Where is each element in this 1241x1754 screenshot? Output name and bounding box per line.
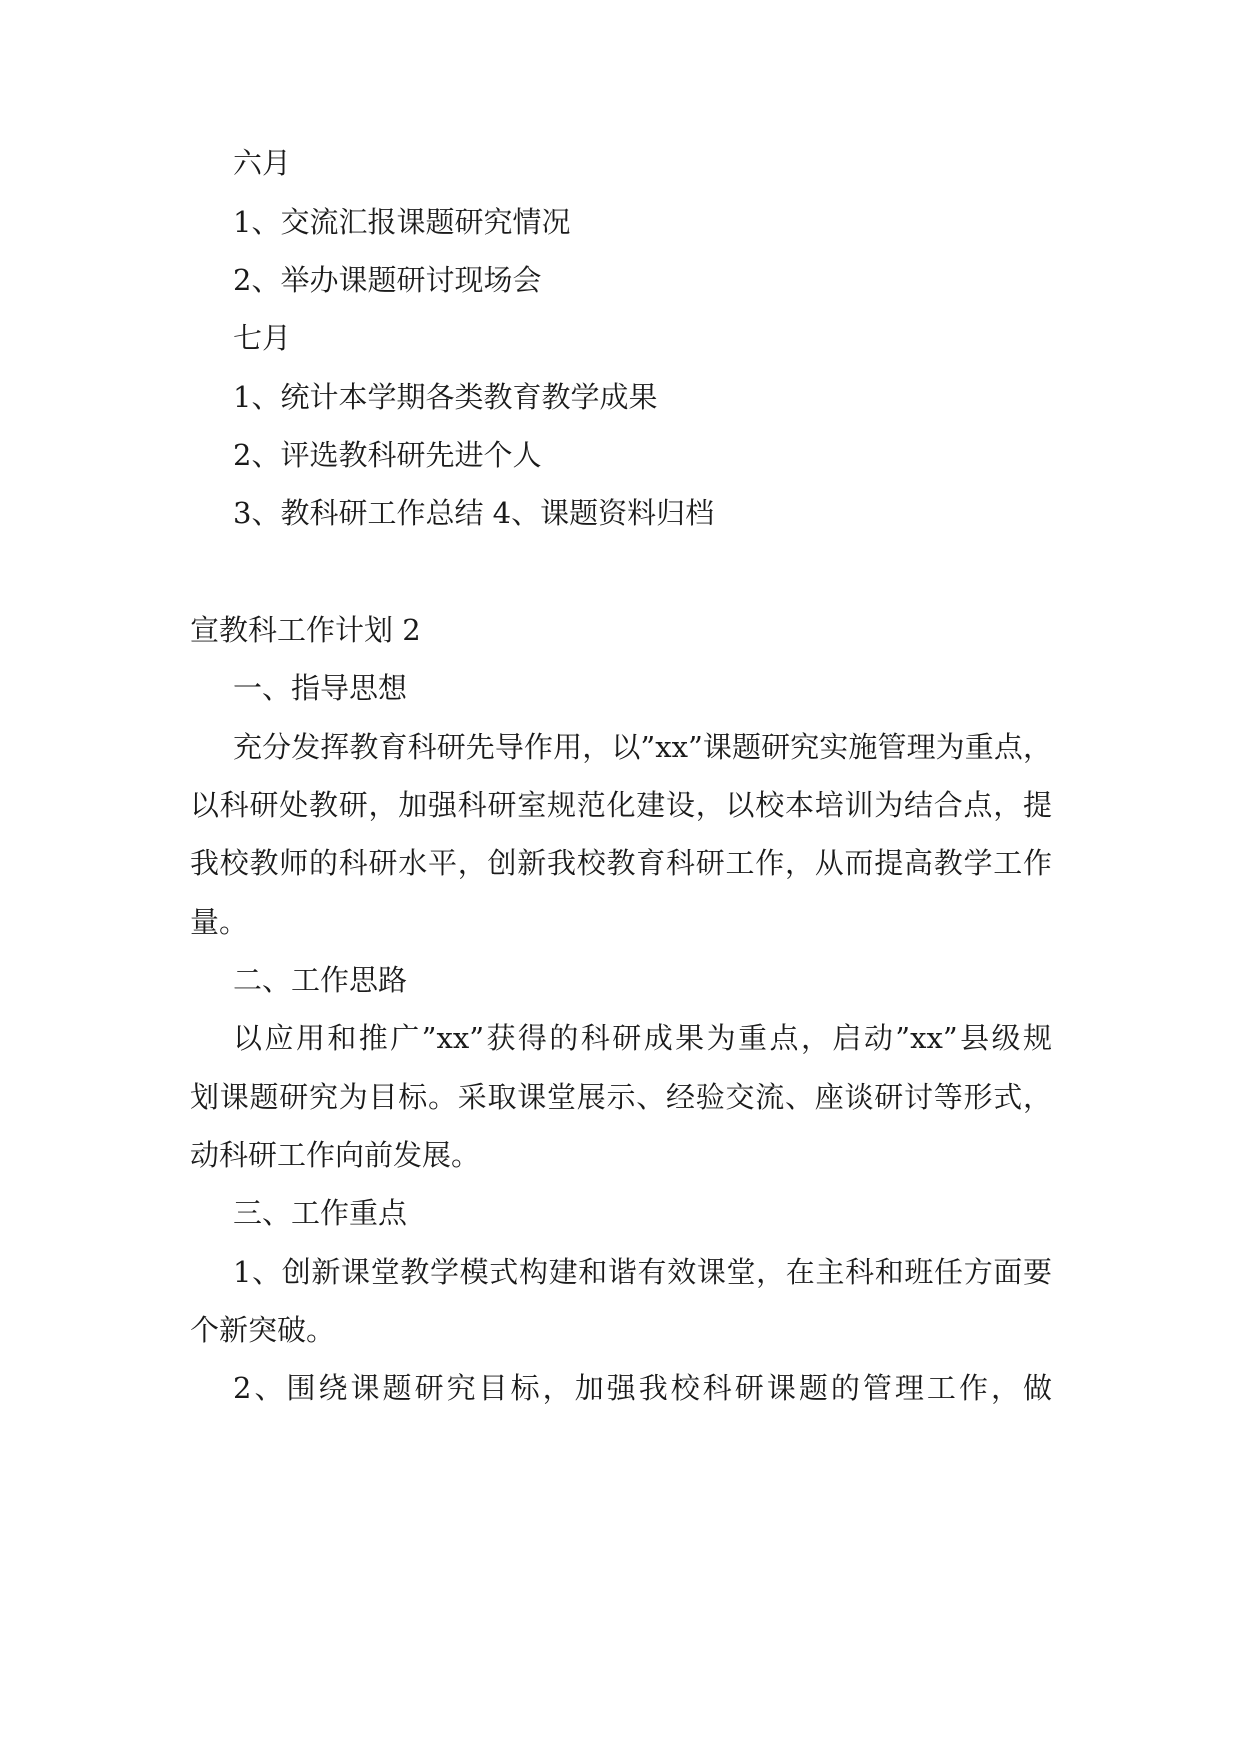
june-item-1: 1、交流汇报课题研究情况 <box>233 205 571 239</box>
july-item-2: 2、评选教科研先进个人 <box>233 438 542 472</box>
part1-heading: 一、指导思想 <box>233 671 408 705</box>
part3-heading: 三、工作重点 <box>233 1196 408 1230</box>
part2-line-3: 动科研工作向前发展。 <box>190 1138 481 1172</box>
part1-line-4: 量。 <box>190 905 249 939</box>
part1-line-2: 以科研处教研，加强科研室规范化建设，以校本培训为结合点，提 <box>190 788 1052 822</box>
part1-line-1: 充分发挥教育科研先导作用，以”xx”课题研究实施管理为重点， <box>233 730 1052 764</box>
part3-item1-line-1: 1、创新课堂教学模式构建和谐有效课堂，在主科和班任方面要 <box>233 1255 1052 1289</box>
part2-heading: 二、工作思路 <box>233 963 408 997</box>
july-heading: 七月 <box>233 321 292 355</box>
june-item-2: 2、举办课题研讨现场会 <box>233 263 542 297</box>
part3-item1-line-2: 个新突破。 <box>190 1313 336 1347</box>
section-title: 宣教科工作计划 2 <box>190 613 421 647</box>
july-item-3: 3、教科研工作总结 4、课题资料归档 <box>233 496 715 530</box>
june-heading: 六月 <box>233 146 292 180</box>
part3-item2-line-1: 2、围绕课题研究目标，加强我校科研课题的管理工作，做 <box>233 1371 1052 1405</box>
part2-line-2: 划课题研究为目标。采取课堂展示、经验交流、座谈研讨等形式， <box>190 1080 1052 1114</box>
july-item-1: 1、统计本学期各类教育教学成果 <box>233 380 658 414</box>
part1-line-3: 我校教师的科研水平，创新我校教育科研工作，从而提高教学工作 <box>190 846 1052 880</box>
part2-line-1: 以应用和推广”xx”获得的科研成果为重点，启动”xx”县级规 <box>233 1021 1052 1055</box>
